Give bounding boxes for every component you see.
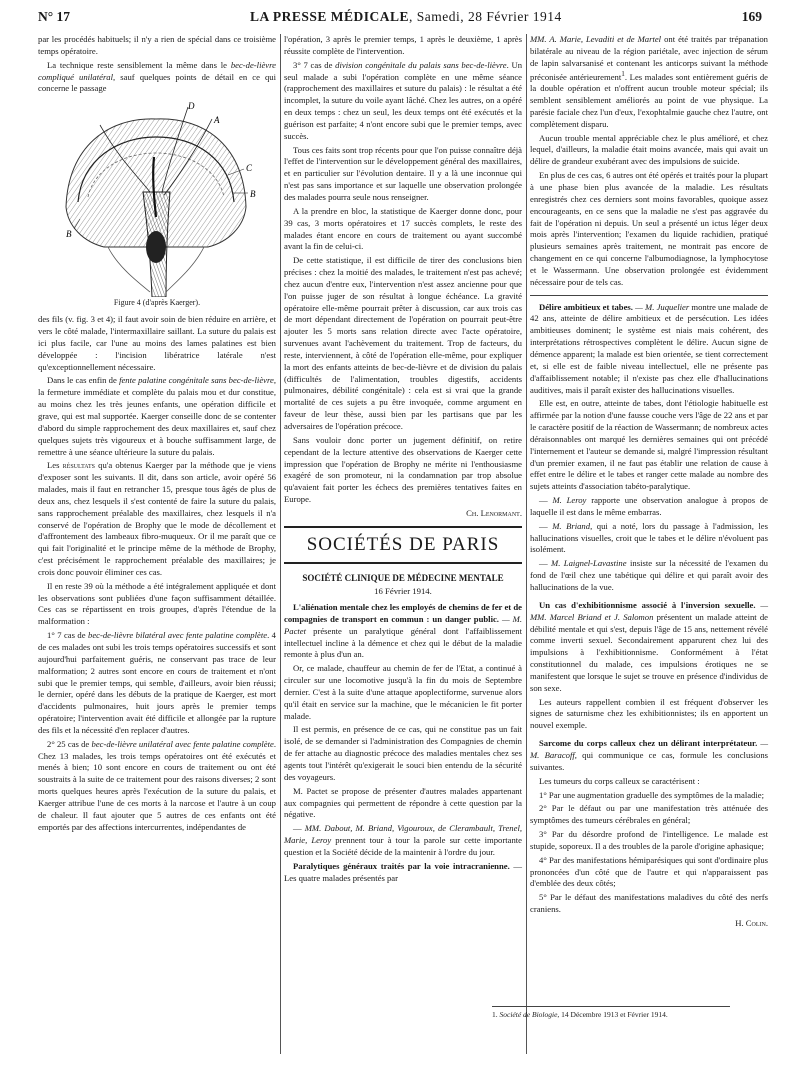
journal-title <box>250 9 562 25</box>
paragraph: MM. A. Marie, Levaditi et de Martel ont été traités par trépanation bilatérale au niveau de la région pariétale, avec injection de sérum de lapin salvarsanisé et contenant les anticorps suivant la méthode préconisée antérieurement$^1$. Les malades sont entièrement guéris de la double opération et n'offrent aucun trouble moteur spécial; ils semblent sensiblement améliorés au point de vue physique. La parésie faciale chez l'un d'eux, l'exophtalmie gauche chez l'autre, ont complètement disparu. <box>530 34 768 129</box>
column-rule <box>280 34 281 1054</box>
palate-illustration <box>38 97 276 297</box>
session-date: 16 Février 1914. <box>374 586 432 597</box>
section-title: SOCIÉTÉS DE PARIS <box>284 526 522 564</box>
column-2 <box>284 34 522 886</box>
paragraph: — M. Briand, qui a noté, lors du passage à l'admission, les hallucinations visuelles, croit que le tabes et le délire n'évoluent pas isolément. <box>530 520 768 555</box>
list-item: 2° Par le défaut ou par une manifestation très atténuée des symptômes des tumeurs cérébrales en général; <box>530 803 768 826</box>
page-header <box>38 6 762 28</box>
entry-paragraph: L'aliénation mentale chez les employés de chemins de fer et de compagnies de transport en commun : un danger public. — M. Pactet présente un paralytique général dont l'affaiblissement intellectuel incline à la démence et chez qui le début de la maladie remonte à plus d'un an. <box>284 602 522 660</box>
list-item: 4° Par des manifestations hémiparésiques qui sont d'ordinaire plus prononcées d'un côté que de l'autre et qui n'apparaissent pas d'emblée des deux côtés; <box>530 854 768 889</box>
paragraph: La technique reste sensiblement la même dans le bec-de-lièvre compliqué unilatéral, sauf quelques points de détail en ce qui concerne le passage <box>38 59 277 94</box>
entry-paragraph: Paralytiques généraux traités par la voie intracranienne. — Les quatre malades présentés par <box>284 860 523 883</box>
paragraph: 2° 25 cas de bec-de-lièvre unilatéral avec fente palatine complète. Chez 13 malades, les trois temps opératoires ont été exécutés et menés à bien; 10 sont encore en cours de traitement ou ont été soustraits à la suite de ce traitement pour des raisons diverses; 2 sont morts quelques heures après l'exécution de la suture du palais, et Kaerger attribue l'une de ces morts à la narcose et l'autre à un coup de chaleur. Il faut ajouter que 5 autres de ces enfants ont été emportés par des affections intercurrentes, indépendantes de <box>38 738 276 832</box>
paragraph: Elle est, en outre, atteinte de tabes, dont l'étiologie habituelle est affirmée par la notion d'une fausse couche vers l'âge de 22 ans et par le caractère positif de la réaction de Wassermann; de nombreux actes déraisonnables ont marqué les dernières semaines qui ont précédé l'internement et l'auteur se demande si, malgré l'impression résultant d'un premier examen, il ne faut pas établir une relation de cause à effet entre le délire et le tabes et ranger cette malade au nombre des sujets atteints d'association tabéto-paralytique. <box>530 398 768 492</box>
paragraph: — M. Leroy rapporte une observation analogue à propos de laquelle il est dans le même embarras. <box>530 495 768 517</box>
entry-paragraph: Sarcome du corps calleux chez un délirant interprétateur. — M. Baracoff, qui communique ce cas, formule les conclusions suivantes. <box>530 738 768 772</box>
paragraph: Aucun trouble mental appréciable chez le plus amélioré, et chez lequel, d'ailleurs, la maladie était moins avancée, mais qui avait un délire de grandeur exubérant avec des impulsions de suicide. <box>530 132 768 167</box>
paragraph: Tous ces faits sont trop récents pour que l'on puisse connaître déjà l'effet de l'intervention sur le développement général des maxillaires, et en particulier sur l'évolution dentaire. Il y a là une inconnue qui n'est pas sans importance et sur laquelle une observation prolongée des malades pourra seule nous renseigner. <box>284 144 522 202</box>
paragraph: l'opération, 3 après le premier temps, 1 après le deuxième, 1 après réussite complète de l'intervention. <box>284 34 522 56</box>
paragraph: Dans le cas enfin de fente palatine congénitale sans bec-de-lièvre, la fermeture immédiate et complète du palais mou et dur constitue, au moins chez les très jeunes enfants, une opération difficile et grave, qui est mal supportée. Kaerger conseille donc de se contenter d'abord du simple rapprochement des deux maxillaires et, sauf chez quelques sujets très vigoureux et à bouche suffisamment large, de remettre à une séance ultérieure la suture du palais. <box>38 375 276 457</box>
footnote: 1. Société de Biologie, 14 Décembre 1913 et Février 1914. <box>492 1006 730 1019</box>
page-body <box>38 34 776 1054</box>
paragraph: Il en reste 39 où la méthode a été intégralement appliquée et dont les observations sont publiées d'une façon suffisamment détaillée. Ces cas se répartissent en trois groupes, d'après l'étendue de la malformation : <box>38 580 276 627</box>
paragraph: Sans vouloir donc porter un jugement définitif, on retire cependant de la lecture attentive des observations de Kaerger cette impression que l'opération de Brophy ne mérite ni l'enthousiasme exagéré de son promoteur, ni la condamnation par trop absolue qu'avaient fait porter les échecs des premières tentatives faites en Europe. <box>284 434 522 505</box>
paragraph: — MM. Dabout, M. Briand, Vigouroux, de Clerambault, Trenel, Marie, Leroy prennent tour à tour la parole sur cette importante question et la Société décide de la maintenir à l'ordre du jour. <box>284 823 523 857</box>
fig-label-a: A <box>214 115 220 126</box>
column-rule <box>526 34 527 1054</box>
paragraph: A la prendre en bloc, la statistique de Kaerger donne donc, pour 39 cas, 3 morts opératoires et 17 succès complets, le reste des malades étant encore en cours de traitement ou ayant succombé avant la fin de celui-ci. <box>284 205 522 252</box>
column-1 <box>38 34 276 836</box>
list-item: 5° Par le défaut des manifestations maladives du côté des nerfs craniens. <box>530 892 768 915</box>
paragraph: En plus de ces cas, 6 autres ont été opérés et traités pour la plupart à une phase bien plus avancée de la maladie. Les résultats enregistrés chez ces derniers sont moins favorables, quoique assez encourageants, en ce sens que la maladie ne s'est pas aggravée du fait de l'opération ni depuis. Un seul a présenté un ictus léger deux mois après l'intervention; l'examen du liquide rachidien, pratiqué plusieurs semaines après traitement, ne montrait pas encore de changement en ce qui concerne l'albumodiagnose, la lymphocytose et le Wassermann. Une observation prolongée est évidemment nécessaire pour de tels cas. <box>530 170 768 287</box>
figure-caption: Figure 4 (d'après Kaerger). <box>113 298 201 308</box>
entry-paragraph: Délire ambitieux et tabes. — M. Juquelier montre une malade de 42 ans, atteinte de délire ambitieux et de persécution. Les idées ambitieuses dominent; le système est niais mais cohérent, des interprétations rétrospectives complètent le délire. Aucun signe de démence apparent; la malade est bien orientée, se tient correctement et, si elle est de faible niveau intellectuel, elle ne présente pas d'affaiblissement notable; il n'existe pas chez elle d'hallucinations auditives, mais il paraît exister des hallucinations visuelles. <box>530 301 768 395</box>
issue-date: , Samedi, 28 Février 1914 <box>409 9 562 24</box>
paragraph: 3° 7 cas de division congénitale du palais sans bec-de-lièvre. Un seul malade a subi l'opération complète en une même séance (rapprochement des maxillaires et suture du palais) : le résultat a été incomplet, la suture du voile ayant lâché. Chez les autres, on a opéré en deux temps : chez un seul, les deux temps ont été exécutés et la guérison est parfaite; 4 n'ont encore subi que le premier temps, avec succès. <box>284 59 523 141</box>
author-signature: Ch. Lenormant. <box>466 507 522 518</box>
paragraph: Or, ce malade, chauffeur au chemin de fer de l'Etat, a continué à circuler sur une locomotive jusqu'à la fin du mois de Septembre dernier. C'est à la suite d'une attaque apoplectiforme, survenue alors qu'il était en service sur la machine, que le mécanicien le fit porter malade. <box>284 663 522 721</box>
entry-paragraph: Un cas d'exhibitionnisme associé à l'inversion sexuelle. — MM. Marcel Briand et J. Salomon présentent un malade atteint de débilité mentale et qui s'est, depuis l'âge de 15 ans, nettement révélé comme inverti sexuel. Secondairement apparurent chez lui des impulsions à l'exhibitionnisme. Conformément à l'état constitutionnel du malade, ces impulsions érotiques ne se manifestent que lorsque le sujet se trouve en présence d'individus de son sexe. <box>530 599 769 693</box>
paragraph: par les procédés habituels; il n'y a rien de spécial dans ce troisième temps opératoire. <box>38 34 276 56</box>
paragraph: Les auteurs rappellent combien il est fréquent d'observer les signes de saturnisme chez les exhibitionnistes; ils en apportent un nouvel exemple. <box>530 696 768 731</box>
page-number: 169 <box>741 9 762 24</box>
fig-label-c: C <box>246 163 253 174</box>
society-name: SOCIÉTÉ CLINIQUE DE MÉDECINE MENTALE <box>302 572 504 583</box>
fig-label-b2: B <box>66 229 72 240</box>
author-signature: H. Colin. <box>735 917 768 928</box>
figure-4 <box>38 97 276 311</box>
paragraph: des fils (v. fig. 3 et 4); il faut avoir soin de bien réduire en arrière, et vers le côté malade, l'intermaxillaire saillant. La suture du palais est ici plus facile, car l'une au moins des lames palatines est bien développée : l'incision libératrice latérale n'est qu'exceptionnellement nécessaire. <box>38 314 276 372</box>
issue-number: N° 17 <box>38 9 71 24</box>
fig-label-b: B <box>250 189 256 200</box>
paragraph: Les résultats qu'a obtenus Kaerger par la méthode que je viens d'exposer sont les suivants. Il dit, dans son article, avoir opéré 56 malades, mais il faut en retrancher 15, presque tous âgés de plus de deux ans, chez lesquels il s'est contenté de faire la suture du palais, sans rapprochement préalable des maxillaires, chez lesquels il n'a conservé de l'opération de Brophy que le mode de décollement et d'affrontement des lambeaux fibro-muqueux. Or il me paraît que ce qui fait l'originalité et le principe même de la méthode de Brophy, c'est précisément le rapprochement préalable des maxillaires; je crois donc pouvoir éliminer ces cas. <box>38 460 276 577</box>
journal-name: LA PRESSE MÉDICALE <box>250 9 410 24</box>
list-item: 1° Par une augmentation graduelle des symptômes de la maladie; <box>539 789 764 800</box>
paragraph: Les tumeurs du corps calleux se caractérisent : <box>539 775 700 786</box>
paragraph: 1° 7 cas de bec-de-lièvre bilatéral avec fente palatine complète. 4 de ces malades ont subi les trois temps opératoires successifs et sont aujourd'hui parfaitement guéris, ne conservant pas trace de leur malformation; 2 autres sont encore en cours de traitement et n'ont subi que le premier temps, qui semble, d'ailleurs, avoir bien réussi; le dernier, opéré dans les débuts de la pratique de Kaerger, est mort d'accidents pulmonaires, huit jours après le premier temps opératoire; l'intervention avait été difficile et allongée par la rupture des fils et la nécessité d'en replacer d'autres. <box>38 630 276 735</box>
fig-label-d: D <box>188 101 195 112</box>
column-3 <box>530 34 768 936</box>
paragraph: — M. Laignel-Lavastine insiste sur la nécessité de l'examen du fond de l'œil chez une tabétique qui délire et qui paraît avoir des hallucinations de la vue. <box>530 558 768 592</box>
paragraph: M. Pactet se propose de présenter d'autres malades appartenant aux compagnies qui permettent de répondre à cette question par la négative. <box>284 785 522 820</box>
list-item: 3° Par du désordre profond de l'intelligence. Le malade est stupide, soporeux. Il a des troubles de la parole d'origine aphasique; <box>530 829 768 851</box>
paragraph: De cette statistique, il est difficile de tirer des conclusions bien précises : chez la moitié des malades, le traitement n'est pas achevé; chez aucun d'entre eux, l'intervention n'est assez ancienne pour que l'on puisse juger de son résultat à longue échéance. La gravité opératoire elle-même pourrait prêter à discussion, car aux trois cas de mort dépendant directement de l'opération on pourrait peut-être ajouter les 5 morts sans relation directe avec l'acte opératoire, survenues avant l'achèvement du traitement. Trop de facteurs, du reste, interviennent, à côté de l'opération elle-même, pour expliquer la mort des enfants atteints de bec-de-lièvre et de division du palais (difficultés de l'alimentation, troubles digestifs, accidents pulmonaires, débilité congénitale) : cela est si vrai que la grande mortalité de ces sujets a pu être invoquée, comme argument en faveur de leur thèse, aussi bien par les partisans que par les adversaires de l'opération précoce. <box>284 255 522 431</box>
paragraph: Il est permis, en présence de ce cas, qui ne constitue pas un fait isolé, de se demander si l'administration des Compagnies de chemin de fer attache au diagnostic précoce des maladies mentales chez ses agents tout l'intérêt qu'exigerait le souci bien entendu de la sécurité des voyageurs. <box>284 724 522 782</box>
divider <box>530 295 768 296</box>
